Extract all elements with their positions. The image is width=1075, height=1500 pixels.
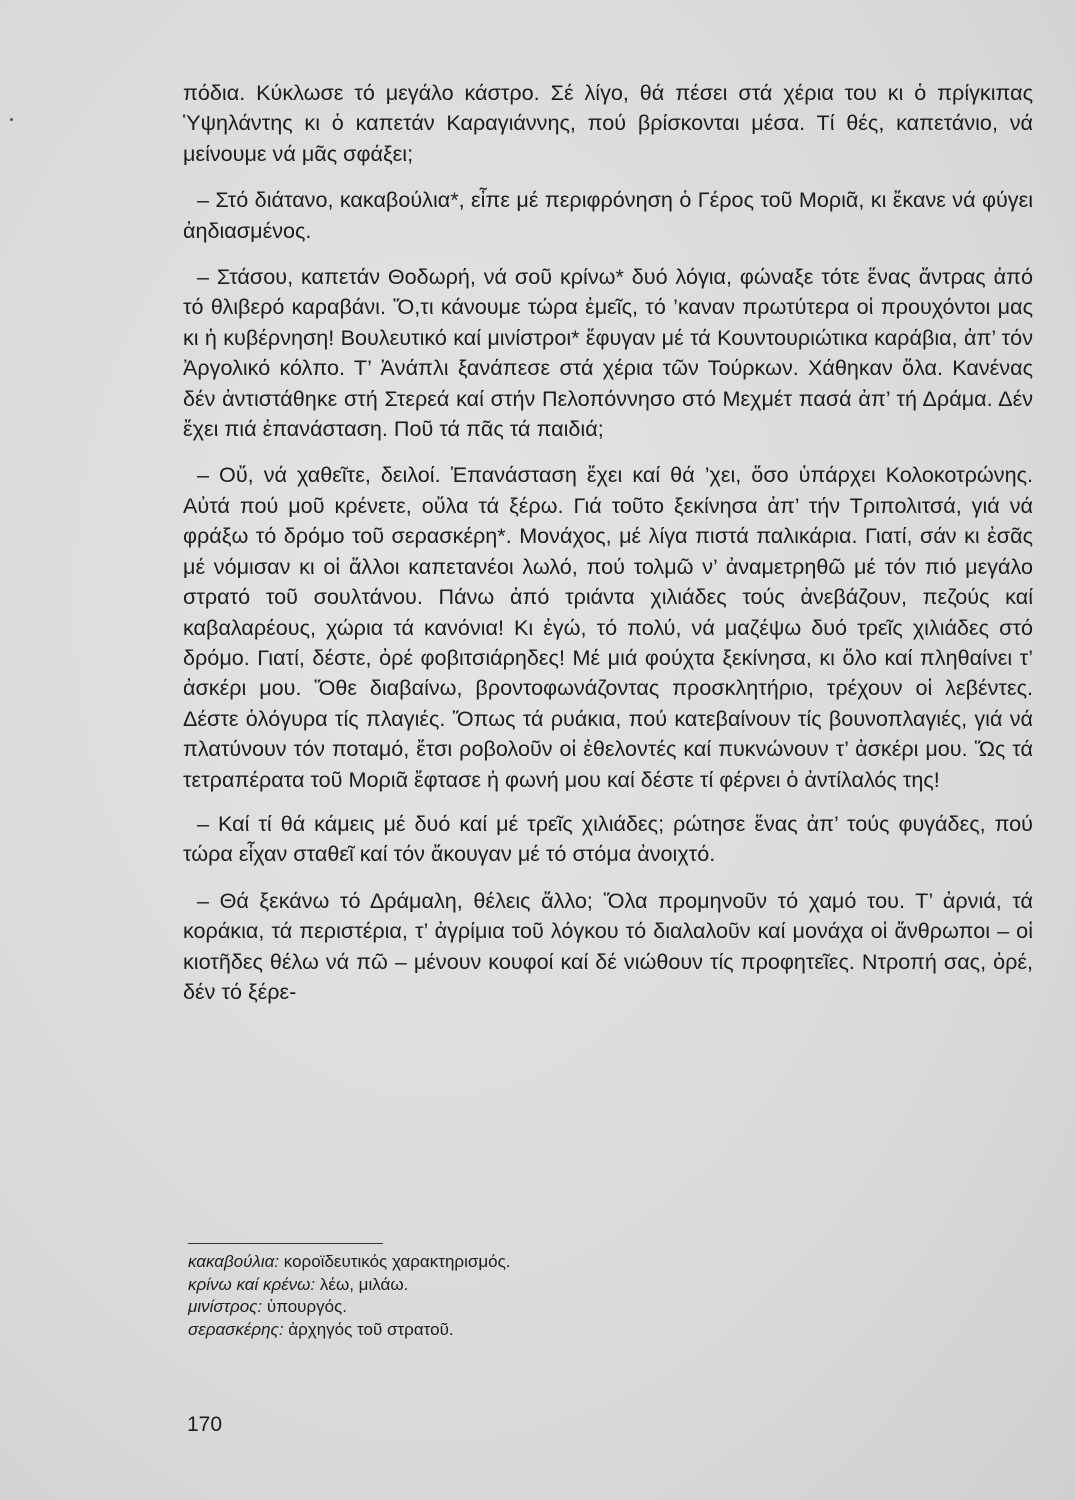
footnote-term: κακαβούλια: [188,1252,280,1271]
footnote-term: σερασκέρης: [188,1319,284,1339]
footnote-definition: ὑπουργός. [266,1297,347,1316]
footnote [188,1251,788,1274]
footnotes [188,1251,788,1341]
footnote-definition: λέω, μιλάω. [319,1274,409,1294]
paragraph-1: πόδια. Κύκλωσε τό μεγάλο κάστρο. Σέ λίγο, θά πέσει στά χέρια του κι ὁ πρίγκιπας Ὑψηλάντης κι ὁ καπετάν Καραγιάννης, πού βρίσκονται μέσα. Τί θές, καπετάνιο, νά μείνουμε νά μᾶς σφάξει; [183,80,1033,166]
main-text [183,78,1033,1023]
paragraph-4: – Οὔ, νά χαθεῖτε, δειλοί. Ἐπανάσταση ἔχει καί θά ’χει, ὅσο ὑπάρχει Κολοκοτρώνης. Αὐτά πού μοῦ κρένετε, οὔλα τά ξέρω. Γιά τοῦτο ξεκίνησα ἀπ’ τήν Τριπολιτσά, γιά νά φράξω τό δρόμο τοῦ σερασκέρη*. Μονάχος, μέ λίγα πιστά παλικάρια. Γιατί, σάν κι ἐσᾶς μέ νόμισαν κι οἱ ἄλλοι καπετανέοι λωλό, πού τολμῶ ν’ ἀναμετρηθῶ μέ τόν πιό μεγάλο στρατό τοῦ σουλτάνου. Πάνω ἀπό τριάντα χιλιάδες τούς ἀνεβάζουν, πεζούς καί καβαλαρέους, χώρια τά κανόνια! Κι ἐγώ, τό πολύ, νά μαζέψω δυό τρεῖς χιλιάδες στό δρόμο. Γιατί, δέστε, ὀρέ φοβιτσιάρηδες! Μέ μιά φούχτα ξεκίνησα, κι ὅλο καί πληθαίνει τ’ ἀσκέρι μου. Ὅθε διαβαίνω, βροντοφωνάζοντας προσκλητήριο, τρέχουν οἱ λεβέντες. Δέστε ὁλόγυρα τίς πλαγιές. Ὅπως τά ρυάκια, πού κατεβαίνουν τίς βουνοπλαγιές, γιά νά πλατύνουν τόν ποταμό, ἔτσι ροβολοῦν οἱ ἐθελοντές καί πυκνώνουν τ’ ἀσκέρι μου. Ὥς τά τετραπέρατα τοῦ Μοριᾶ ἔφτασε ἡ φωνή μου καί δέστε τί φέρνει ὁ ἀντίλαλός της! [183,462,1033,792]
footnote [188,1274,788,1297]
paragraph-2: – Στό διάτανο, κακαβούλια*, εἶπε μέ περιφρόνηση ὁ Γέρος τοῦ Μοριᾶ, κι ἔκανε νά φύγει ἀηδιασμένος. [183,187,1033,243]
footnote [188,1296,788,1319]
footnote-divider [188,1243,383,1244]
footnote-definition: ἀρχηγός τοῦ στρατοῦ. [288,1319,454,1339]
footnote [188,1319,788,1342]
footnote-term: μινίστρος: [188,1297,263,1316]
footnote-term: κρίνω καί κρένω: [188,1274,316,1294]
page-number: 170 [187,1413,223,1436]
paragraph-6: – Θά ξεκάνω τό Δράμαλη, θέλεις ἄλλο; Ὅλα προμηνοῦν τό χαμό του. Τ’ ἀρνιά, τά κοράκια, τά περιστέρια, τ’ ἀγρίμια τοῦ λόγκου τό διαλαλοῦν καί μονάχα οἱ ἄνθρωποι – οἱ κιοτῆδες θέλω νά πῶ – μένουν κουφοί καί δέ νιώθουν τίς προφητεῖες. Ντροπή σας, ὀρέ, δέν τό ξέρε- [183,887,1033,1004]
footnote-definition: κοροϊδευτικός χαρακτηρισμός. [283,1252,511,1271]
paragraph-5: – Καί τί θά κάμεις μέ δυό καί μέ τρεῖς χιλιάδες; ρώτησε ἕνας ἀπ’ τούς φυγάδες, πού τώρα εἶχαν σταθεῖ καί τόν ἄκουγαν μέ τό στόμα ἀνοιχτό. [183,810,1033,867]
paragraph-3: – Στάσου, καπετάν Θοδωρή, νά σοῦ κρίνω* δυό λόγια, φώναξε τότε ἕνας ἄντρας ἀπό τό θλιβερό καραβάνι. Ὅ,τι κάνουμε τώρα ἐμεῖς, τό ’καναν πρωτύτερα οἱ προυχόντοι μας κι ἡ κυβέρνηση! Βουλευτικό καί μινίστροι* ἔφυγαν μέ τά Κουντουριώτικα καράβια, ἀπ’ τόν Ἀργολικό κόλπο. Τ’ Ἀνάπλι ξανάπεσε στά χέρια τῶν Τούρκων. Χάθηκαν ὅλα. Κανένας δέν ἀντιστάθηκε στή Στερεά καί στήν Πελοπόννησο στό Μεχμέτ πασά ἀπ’ τή Δράμα. Δέν ἔχει πιά ἐπανάσταση. Ποῦ τά πᾶς τά παιδιά; [183,264,1033,442]
speck [10,118,13,121]
